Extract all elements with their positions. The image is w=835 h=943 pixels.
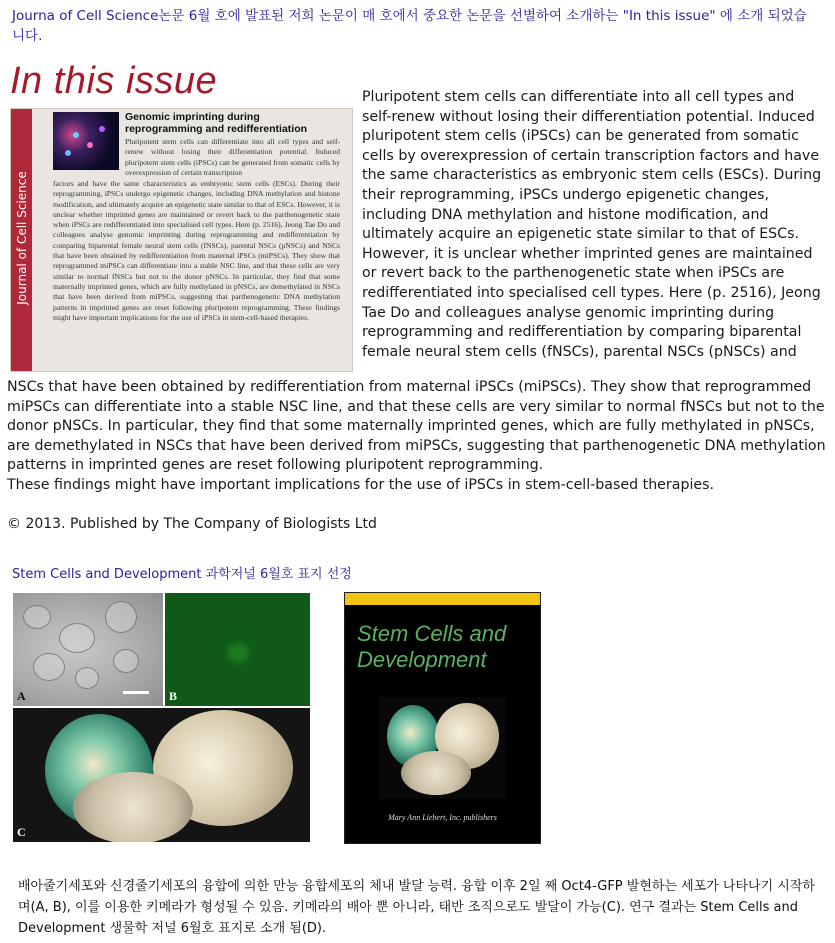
cover-publisher: Mary Ann Liebert, Inc. publishers xyxy=(388,813,497,822)
summary-closing: These findings might have important implications for the use of iPSCs in stem-cell-based therapies. xyxy=(7,476,715,493)
panel-b-label: B xyxy=(169,689,178,703)
article-body-bottom: factors and have the same characteristics as embryonic stem cells (ESCs). During their reprogramming, iPSCs undergo epigenetic changes, including DNA methylation and histone modification, and ultimately acquire an epigenetic state similar to that of ESCs. However, it is unclear whether imprinted genes are maintained or revert back to the parthenogenetic state when iPSCs are redifferentiated into specialised cell types. Here (p. 2516), Jeong Tae Do and colleagues analyse genomic imprinting during reprogramming and redifferentiation by comparing biparental female neural stem cells (fNSCs), parental NSCs (pNSCs) and NSCs that have been obtained by redifferentiation from maternal iPSCs (miPSCs). They show that reprogrammed miPSCs can differentiate into a stable NSC line, and that these cells are very similar to normal fNSCs but not to the donor pNSCs. In particular, they find that some maternally imprinted genes, which are fully methylated in pNSCs, are demethylated in NSCs that have been derived from miPSCs, suggesting that parthenogenetic DNA methylation patterns in imprinted genes are reset following pluripotent reprogramming. These findings might have important implications for the use of iPSCs in stem-cell-based therapies. xyxy=(53,179,340,322)
in-this-issue-title: In this issue xyxy=(10,60,218,102)
panel-c-label: C xyxy=(17,825,26,839)
korean-figure-caption: 배아줄기세포와 신경줄기세포의 융합에 의한 만능 융합세포의 체내 발달 능력. 융합 이후 2일 째 Oct4-GFP 발현하는 세포가 나타나기 시작하며(A, B), 이를 이용한 키메라가 형성될 수 있음. 키메라의 배아 뿐 아니라, 태반 조직으로도 발달이 가능(C). 연구 결과는 Stem Cells and Development 생물학 저널 6월호 표지로 소개 됨(D). xyxy=(18,879,815,936)
cover-title: Stem Cells and Development xyxy=(357,621,507,672)
intro-text: Journa of Cell Science논문 6월 호에 발표된 저희 논문이 매 호에서 중요한 논문을 선별하여 소개하는 "In this issue" 에 소개 되었습니다. xyxy=(12,8,807,44)
summary-right-column: Pluripotent stem cells can differentiate into all cell types and self-renew without losing their differentiation potential. Induced pluripotent stem cells (iPSCs) can be generated from somatic cells by overexpression of certain transcription factors and have the same characteristics as embryonic stem cells (ESCs). During their reprogramming, iPSCs undergo epigenetic changes, including DNA methylation and histone modification, and ultimately acquire an epigenetic state similar to that of ESCs. However, it is unclear whether imprinted genes are maintained or revert back to the parthenogenetic state when iPSCs are redifferentiated into specialised cell types. Here (p. 2516), Jeong Tae Do and colleagues analyse genomic imprinting during reprogramming and redifferentiation by comparing biparental female neural stem cells (fNSCs), parental NSCs (pNSCs) and xyxy=(362,89,822,360)
panel-a-label: A xyxy=(17,689,26,703)
summary-paragraph: NSCs that have been obtained by redifferentiation from maternal iPSCs (miPSCs). They show that reprogrammed miPSCs can differentiate into a stable NSC line, and that these cells are very similar to normal fNSCs but not to the donor pNSCs. In particular, they find that some maternally imprinted genes, which are fully methylated in pNSCs, are demethylated in NSCs that have been derived from miPSCs, suggesting that parthenogenetic DNA methylation patterns in imprinted genes are reset following pluripotent reprogramming. xyxy=(7,379,826,474)
fluorescence-thumbnail xyxy=(53,112,119,170)
cover-header-stripe xyxy=(345,593,540,605)
summary-full-width xyxy=(7,378,827,496)
scale-bar xyxy=(123,691,149,694)
cover-chimera-image xyxy=(379,697,505,799)
article-body-top: Pluripotent stem cells can differentiate into all cell types and self-renew without losing their differentiation potential. Induced pluripotent stem cells (iPSCs) can be generated from somatic cells by overexpression of certain transcription xyxy=(125,137,340,177)
journal-cover xyxy=(344,592,541,844)
panel-a-brightfield-image xyxy=(13,593,163,706)
copyright-notice: © 2013. Published by The Company of Biologists Ltd xyxy=(7,516,377,532)
panel-b-gfp-image xyxy=(165,593,310,706)
journal-sidebar xyxy=(11,109,32,371)
panel-c-chimera-image xyxy=(13,708,310,842)
journal-article-excerpt xyxy=(10,108,353,372)
article-heading: Genomic imprinting during reprogramming and redifferentiation xyxy=(125,111,308,135)
journal-sidebar-label: Journal of Cell Science xyxy=(15,171,29,305)
scd-cover-heading: Stem Cells and Development 과학저널 6월호 표지 선정 xyxy=(12,567,352,582)
